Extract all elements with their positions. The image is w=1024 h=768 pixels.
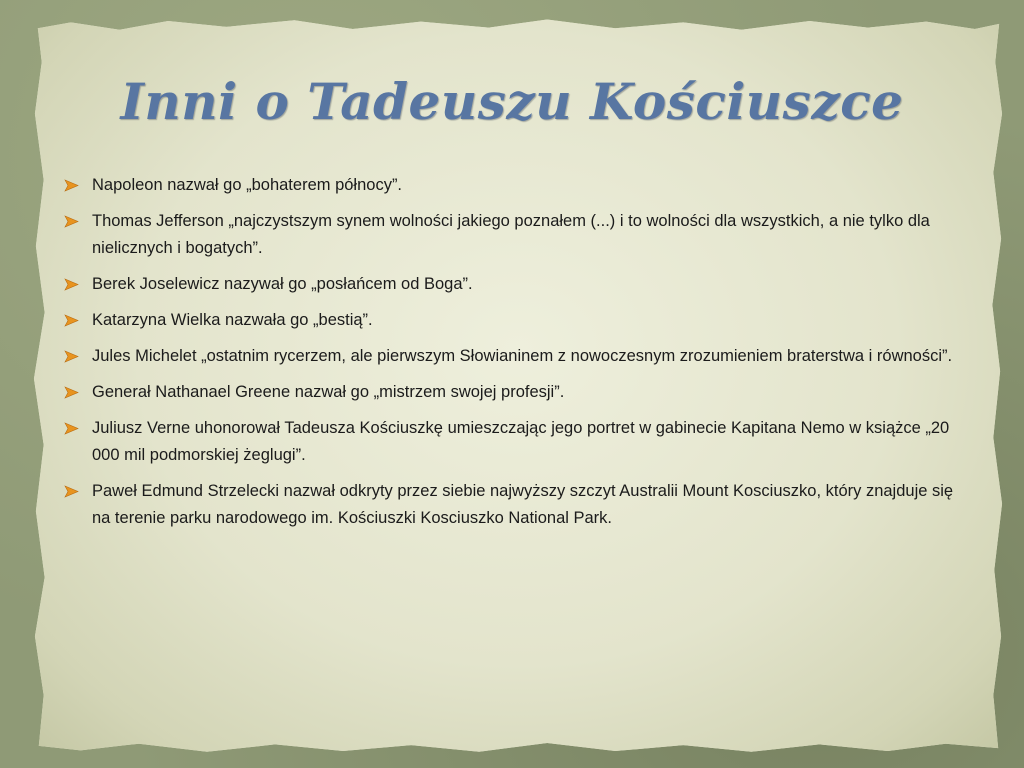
bullet-item	[62, 307, 962, 334]
bullet-list	[62, 172, 962, 541]
arrow-bullet-icon	[64, 485, 79, 498]
bullet-text: Paweł Edmund Strzelecki nazwał odkryty przez siebie najwyższy szczyt Australii Mount Kosciuszko, który znajduje się na terenie parku narodowego im. Kościuszki Kosciuszko National Park.	[92, 482, 954, 527]
bullet-item	[62, 172, 962, 199]
arrow-bullet-icon	[64, 422, 79, 435]
bullet-item	[62, 343, 962, 370]
slide-title: Inni o Tadeuszu Kościuszce	[120, 72, 904, 131]
bullet-text: Berek Joselewicz nazywał go „posłańcem od Boga”.	[92, 275, 473, 293]
arrow-bullet-icon	[64, 179, 79, 192]
bullet-text: Napoleon nazwał go „bohaterem północy”.	[92, 176, 403, 194]
bullet-text: Thomas Jefferson „najczystszym synem wolności jakiego poznałem (...) i to wolności dla wszystkich, a nie tylko dla nielicznych i bogatych”.	[92, 212, 930, 257]
bullet-item	[62, 415, 962, 469]
bullet-item	[62, 379, 962, 406]
bullet-text: Jules Michelet „ostatnim rycerzem, ale pierwszym Słowianinem z nowoczesnym zrozumieniem braterstwa i równości”.	[92, 347, 953, 365]
arrow-bullet-icon	[64, 350, 79, 363]
bullet-item	[62, 271, 962, 298]
arrow-bullet-icon	[64, 386, 79, 399]
bullet-item	[62, 208, 962, 262]
bullet-text: Juliusz Verne uhonorował Tadeusza Kościuszkę umieszczając jego portret w gabinecie Kapitana Nemo w książce „20 000 mil podmorskiej żeglugi”.	[92, 419, 950, 464]
bullet-item	[62, 478, 962, 532]
arrow-bullet-icon	[64, 314, 79, 327]
bullet-text: Katarzyna Wielka nazwała go „bestią”.	[92, 311, 373, 329]
arrow-bullet-icon	[64, 215, 79, 228]
arrow-bullet-icon	[64, 278, 79, 291]
bullet-text: Generał Nathanael Greene nazwał go „mistrzem swojej profesji”.	[92, 383, 565, 401]
